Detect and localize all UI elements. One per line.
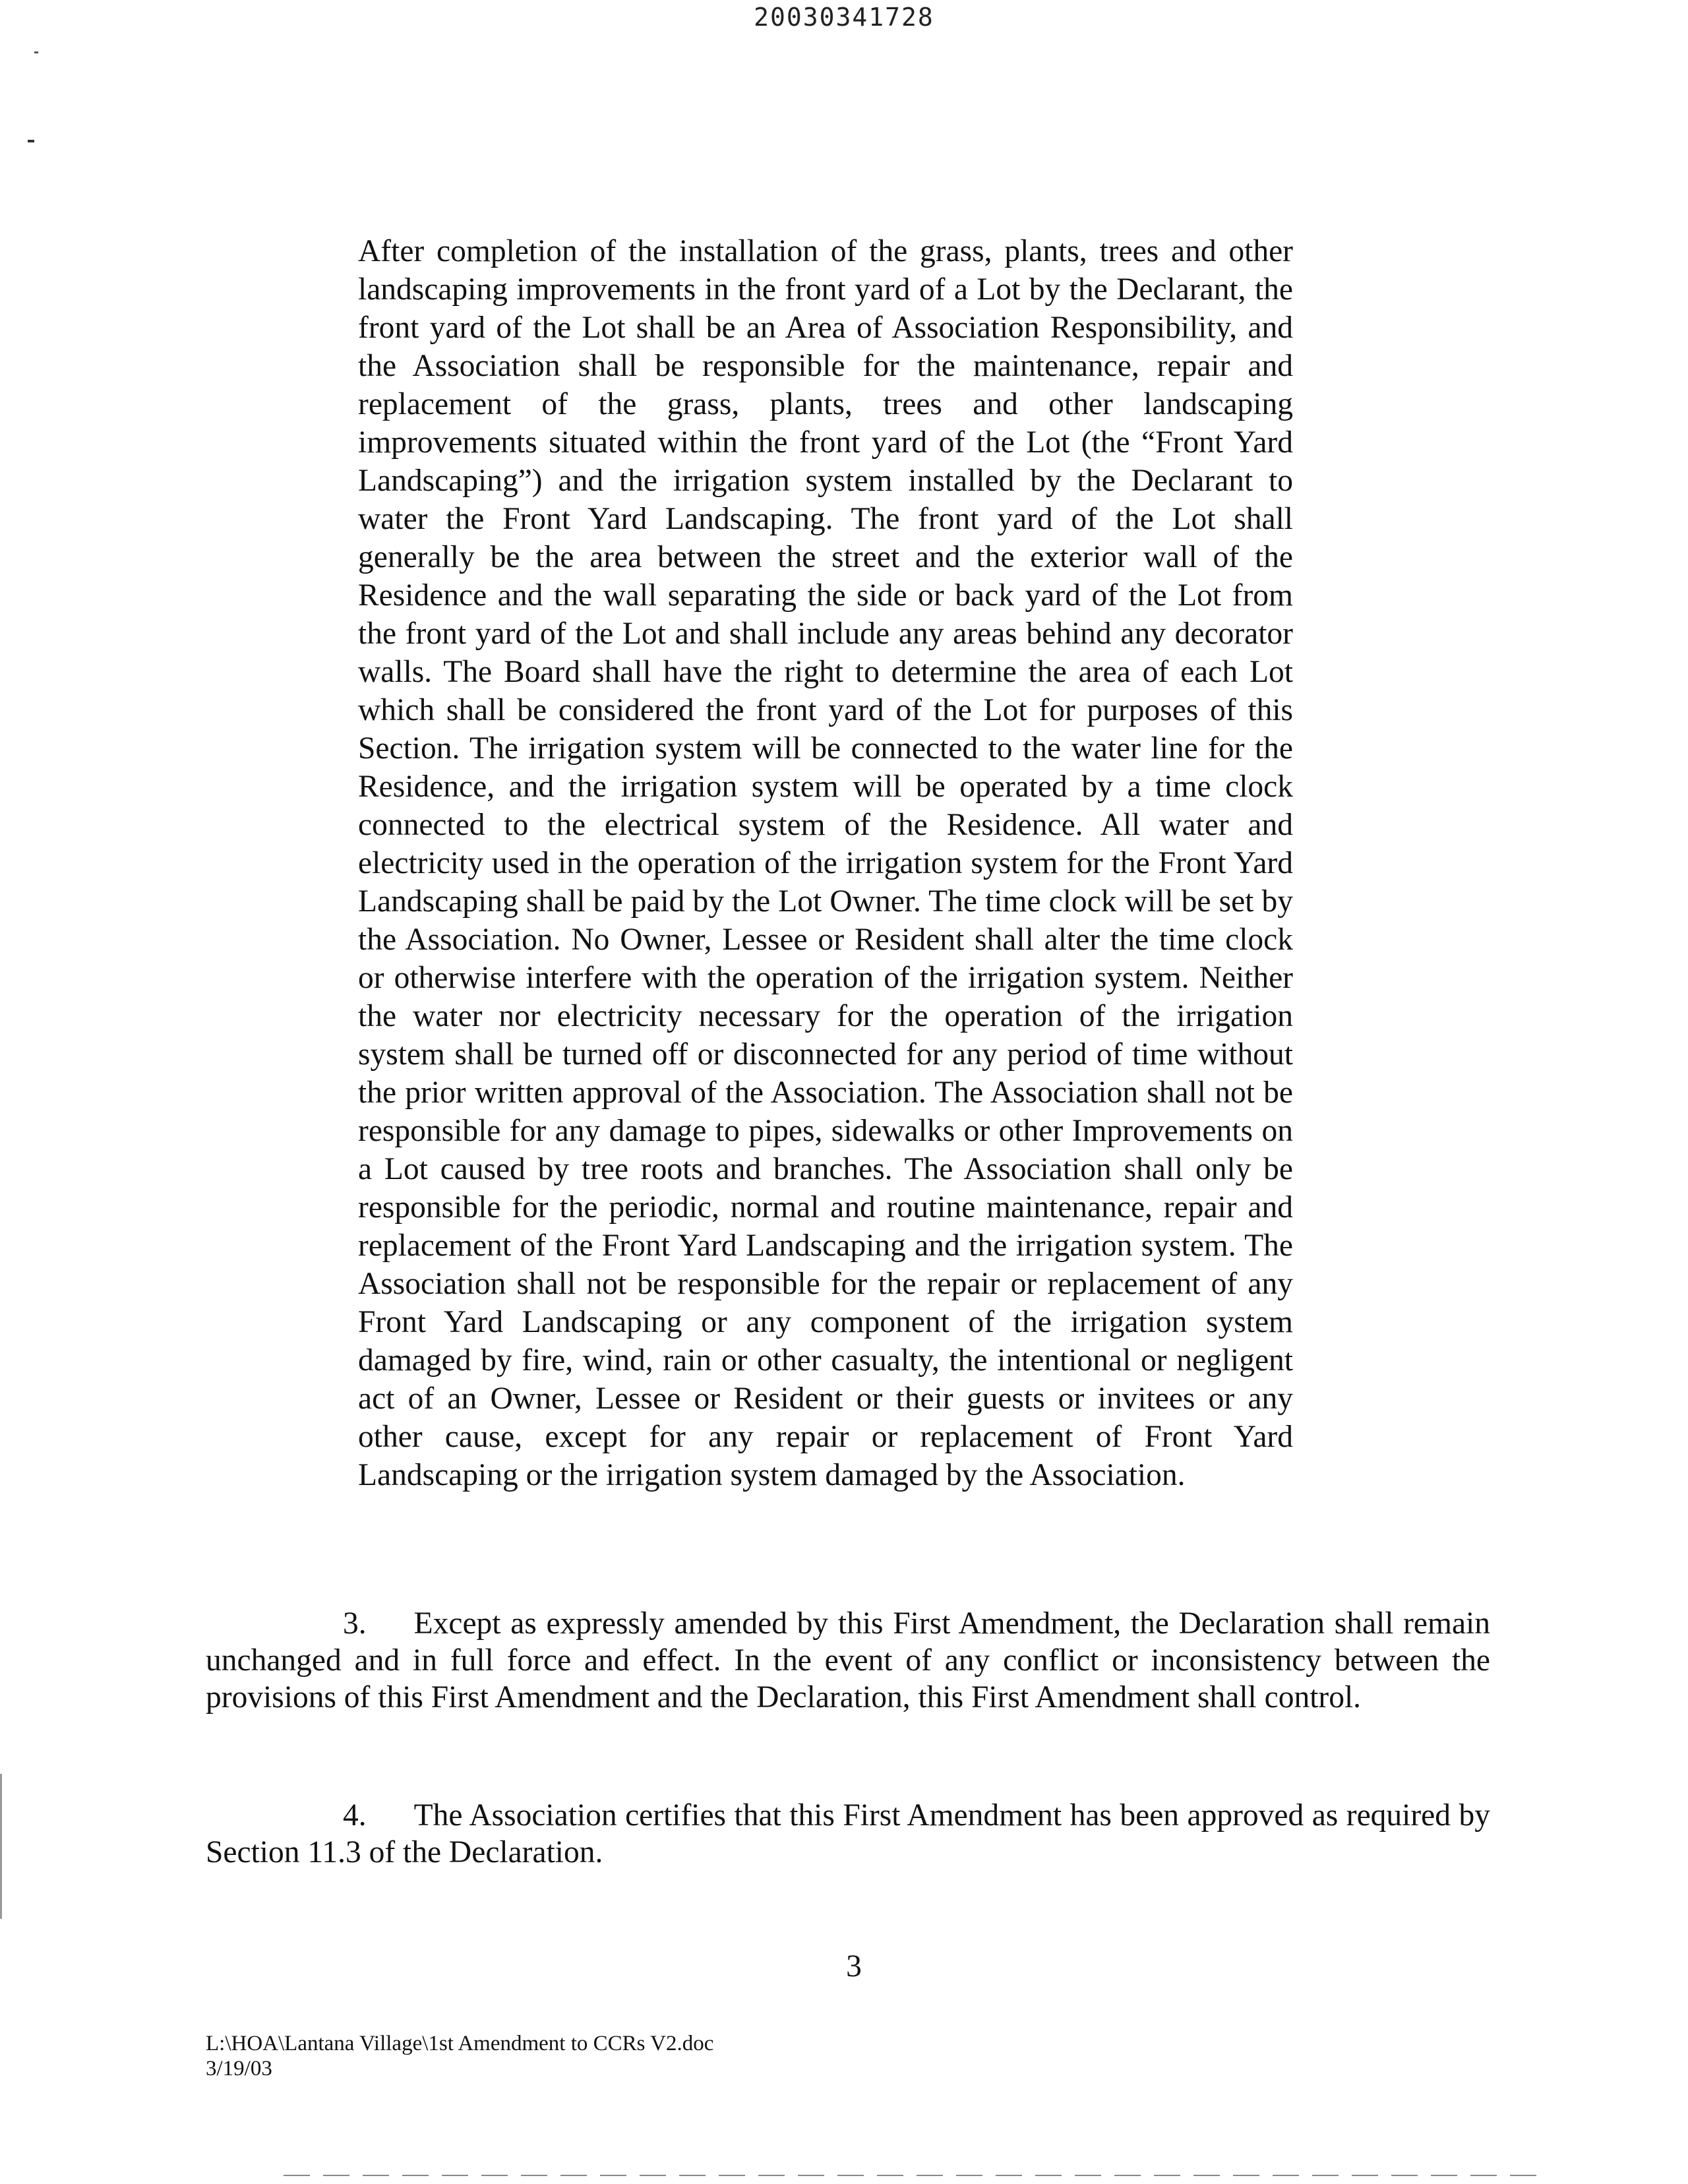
- paragraph-3: [206, 1605, 1490, 1716]
- paragraph-text: The Association certifies that this First Amendment has been approved as required by Section 11.3 of the Declaration.: [206, 1798, 1490, 1869]
- bottom-rule: [284, 2175, 1536, 2176]
- paragraph-text: Except as expressly amended by this First Amendment, the Declaration shall remain unchanged and in full force and effect. In the event of any conflict or inconsistency between the provisions of this First Amendment and the Declaration, this First Amendment shall control.: [206, 1606, 1490, 1714]
- scan-artifact: [34, 51, 38, 53]
- paragraph-number-label: 3.: [343, 1606, 367, 1641]
- scan-artifact: [0, 1774, 2, 1919]
- page-number: 3: [846, 1949, 862, 1984]
- footer-file-path: L:\HOA\Lantana Village\1st Amendment to CCRs V2.doc: [206, 2032, 714, 2055]
- paragraph-4: [206, 1797, 1490, 1871]
- paragraph-number-label: 4.: [343, 1798, 367, 1833]
- scan-artifact: [28, 140, 34, 142]
- footer: [206, 2031, 713, 2081]
- document-number: 20030341728: [754, 3, 934, 32]
- front-yard-landscaping-paragraph: After completion of the installation of the grass, plants, trees and other landscaping improvements in the front yard of a Lot by the Declarant, the front yard of the Lot shall be an Area of Association Responsibility, and the Association shall be responsible for the maintenance, repair and replacement of the grass, plants, trees and other landscaping improvements situated within the front yard of the Lot (the “Front Yard Landscaping”) and the irrigation system installed by the Declarant to water the Front Yard Landscaping. The front yard of the Lot shall generally be the area between the street and the exterior wall of the Residence and the wall separating the side or back yard of the Lot from the front yard of the Lot and shall include any areas behind any decorator walls. The Board shall have the right to determine the area of each Lot which shall be considered the front yard of the Lot for purposes of this Section. The irrigation system will be connected to the water line for the Residence, and the irrigation system will be operated by a time clock connected to the electrical system of the Residence. All water and electricity used in the operation of the irrigation system for the Front Yard Landscaping shall be paid by the Lot Owner. The time clock will be set by the Association. No Owner, Lessee or Resident shall alter the time clock or otherwise interfere with the operation of the irrigation system. Neither the water nor electricity necessary for the operation of the irrigation system shall be turned off or disconnected for any period of time without the prior written approval of the Association. The Association shall not be responsible for any damage to pipes, sidewalks or other Improvements on a Lot caused by tree roots and branches. The Association shall only be responsible for the periodic, normal and routine maintenance, repair and replacement of the Front Yard Landscaping and the irrigation system. The Association shall not be responsible for the repair or replacement of any Front Yard Landscaping or any component of the irrigation system damaged by fire, wind, rain or other casualty, the intentional or negligent act of an Owner, Lessee or Resident or their guests or invitees or any other cause, except for any repair or replacement of Front Yard Landscaping or the irrigation system damaged by the Association.: [358, 234, 1293, 1492]
- footer-date: 3/19/03: [206, 2057, 272, 2080]
